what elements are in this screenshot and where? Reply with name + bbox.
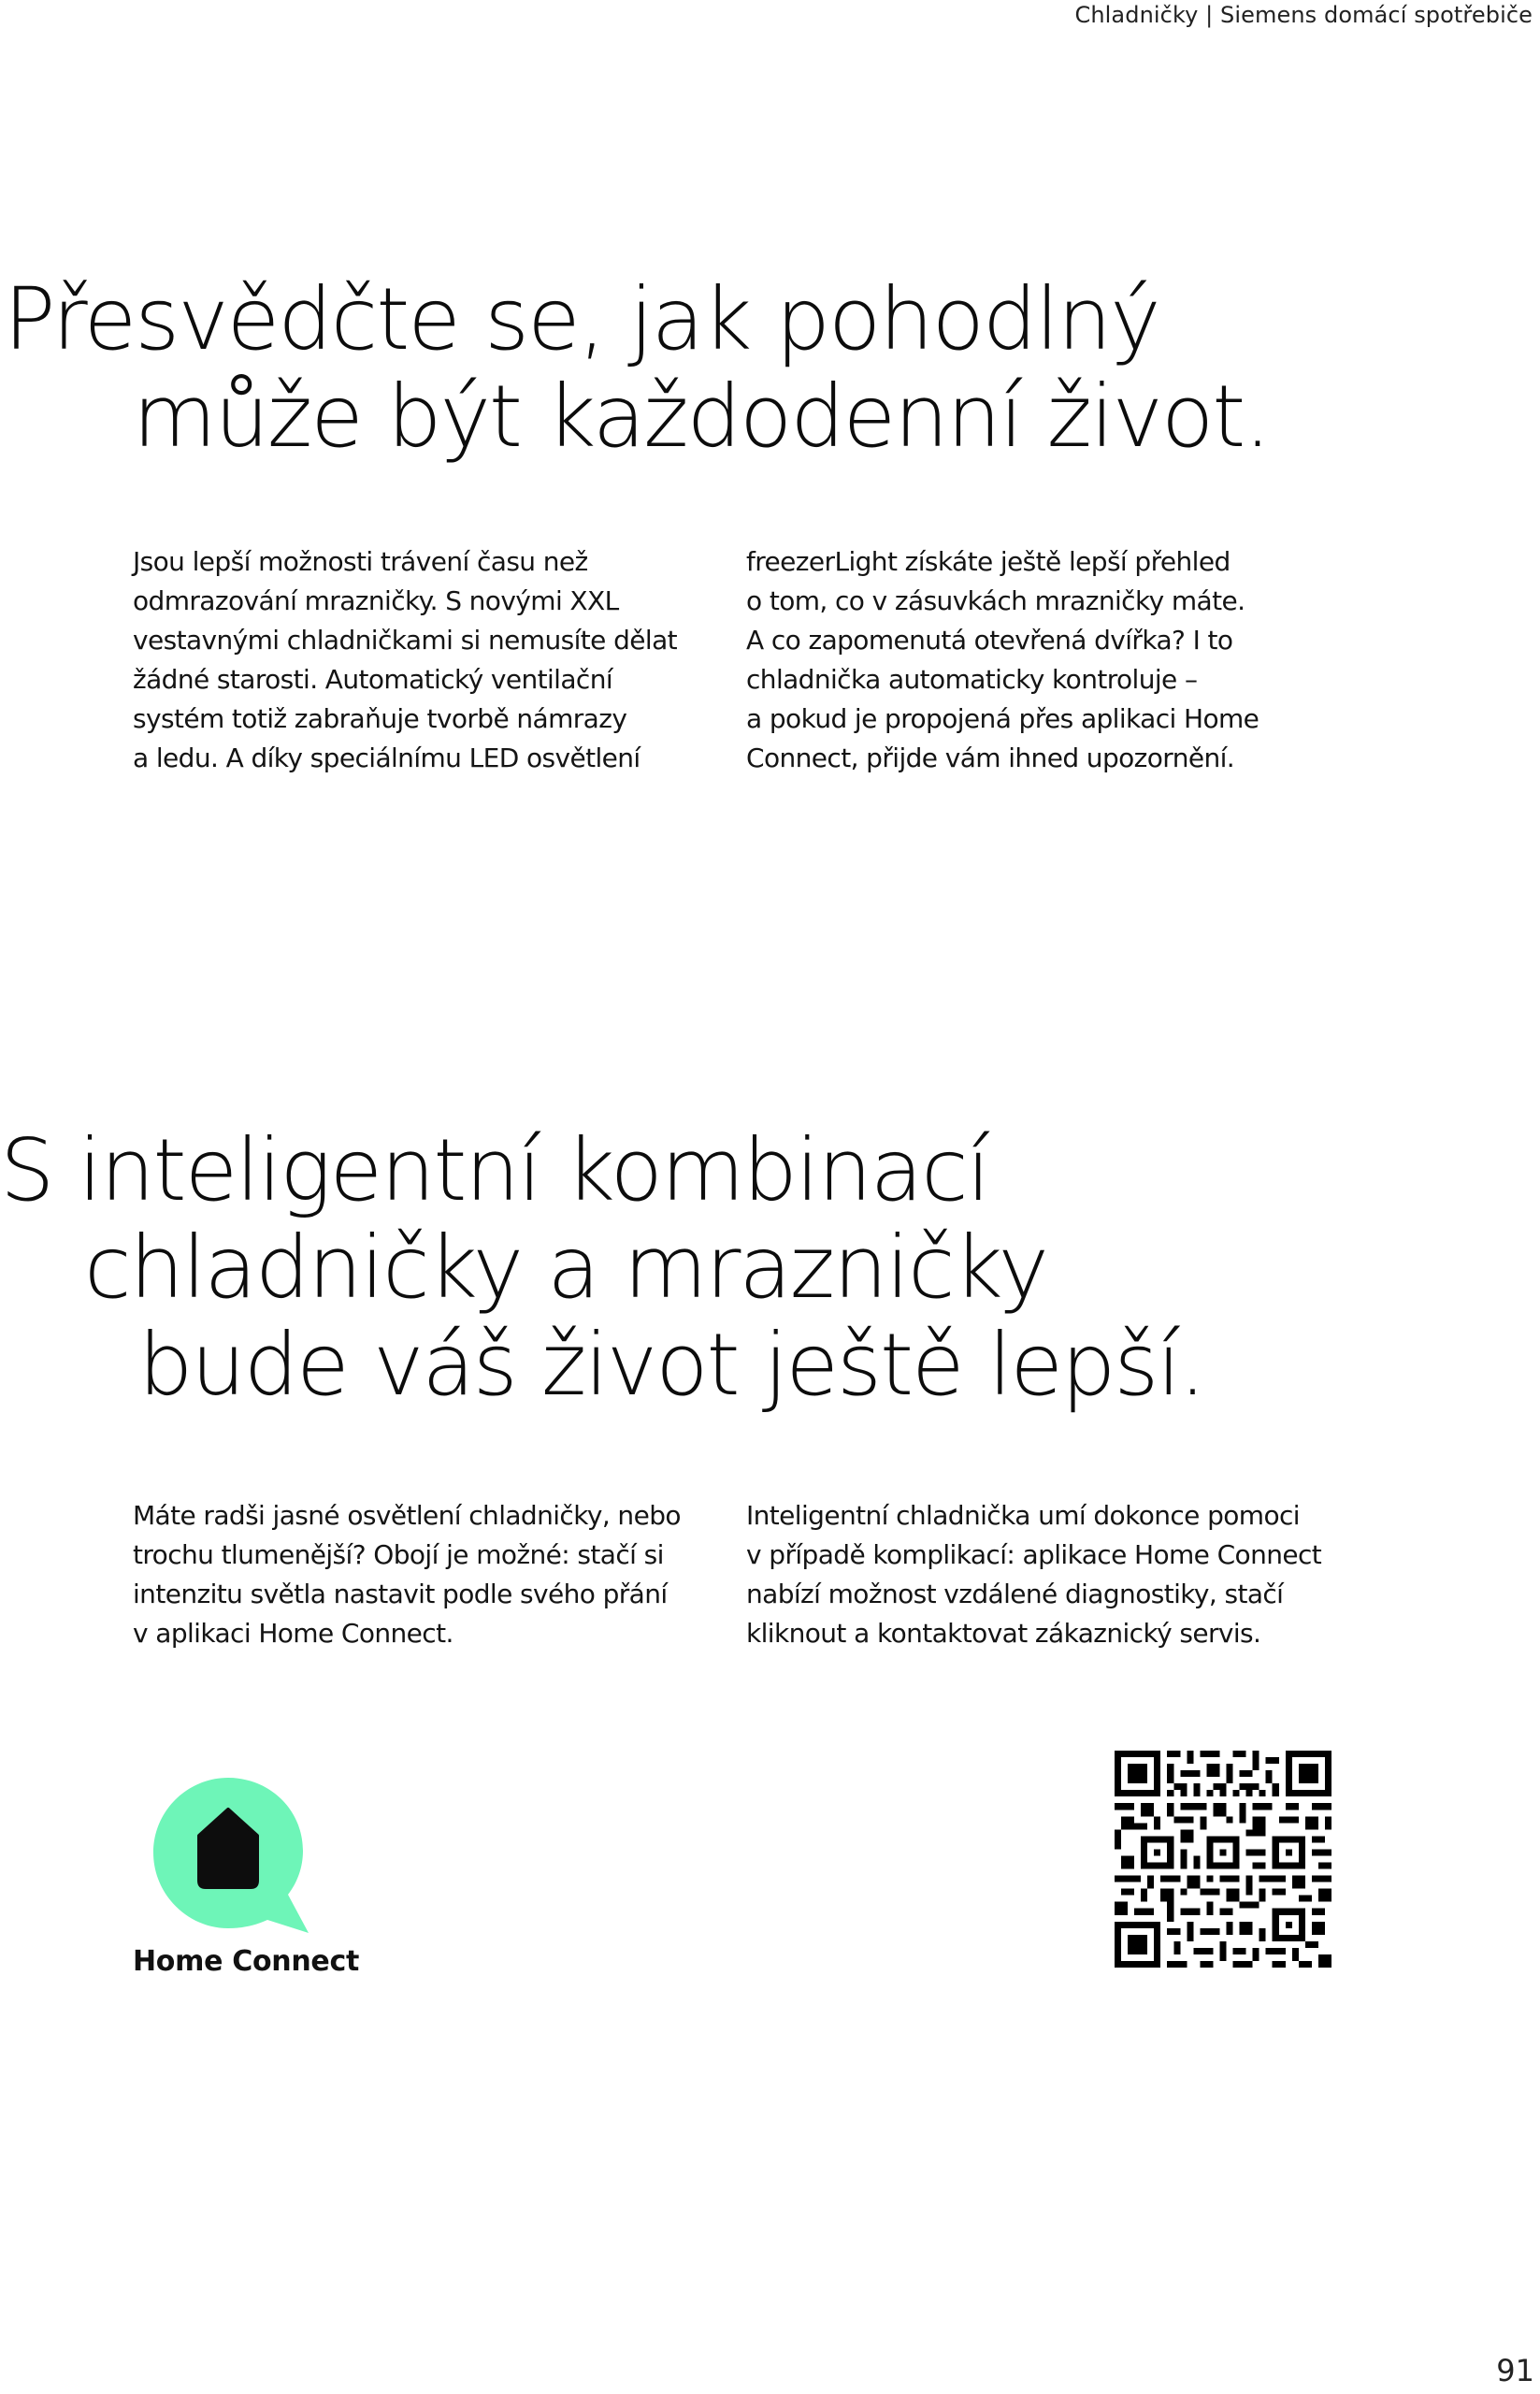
text-line: a pokud je propojená přes aplikaci Home [746,703,1259,734]
text-line: Máte radši jasné osvětlení chladničky, nebo [133,1500,681,1531]
text-line: v případě komplikací: aplikace Home Connect [746,1539,1322,1570]
section1-column-right [746,542,1259,778]
home-connect-logo-icon [150,1772,318,1940]
text-line: A co zapomenutá otevřená dvířka? I to [746,625,1233,656]
headline-line: S inteligentní kombinací [0,1120,989,1220]
text-line: žádné starosti. Automatický ventilační [133,664,613,695]
qr-code-icon[interactable] [1115,1751,1331,1968]
text-line: a ledu. A díky speciálnímu LED osvětlení [133,743,640,773]
headline-line: Přesvědčte se, jak pohodlný [4,269,1159,369]
text-line: intenzitu světla nastavit podle svého přání [133,1579,668,1609]
running-header: Chladničky | Siemens domácí spotřebiče [1074,2,1533,28]
headline-line: může být každodenní život. [133,367,1270,467]
text-line: vestavnými chladničkami si nemusíte dělat [133,625,678,656]
section1-column-left [133,542,677,778]
section2-column-right [746,1496,1321,1653]
text-line: Inteligentní chladnička umí dokonce pomoci [746,1500,1300,1531]
headline-line: bude váš život ještě lepší. [138,1315,1205,1415]
section2-column-left [133,1496,681,1653]
text-line: v aplikaci Home Connect. [133,1618,453,1649]
text-line: odmrazování mrazničky. S novými XXL [133,585,619,616]
text-line: systém totiž zabraňuje tvorbě námrazy [133,703,627,734]
text-line: freezerLight získáte ještě lepší přehled [746,546,1231,577]
text-line: chladnička automaticky kontroluje – [746,664,1198,695]
text-line: kliknout a kontaktovat zákaznický servis. [746,1618,1261,1649]
section1-headline [0,271,1270,466]
page-number: 91 [1496,2353,1534,2388]
text-line: Jsou lepší možnosti trávení času než [133,546,588,577]
section2-headline [0,1122,1204,1414]
text-line: trochu tlumenější? Obojí je možné: stačí si [133,1539,664,1570]
text-line: o tom, co v zásuvkách mrazničky máte. [746,585,1245,616]
text-line: Connect, přijde vám ihned upozornění. [746,743,1235,773]
headline-line: chladničky a mrazničky [84,1218,1047,1318]
text-line: nabízí možnost vzdálené diagnostiky, stačí [746,1579,1284,1609]
home-connect-label: Home Connect [133,1945,359,1978]
